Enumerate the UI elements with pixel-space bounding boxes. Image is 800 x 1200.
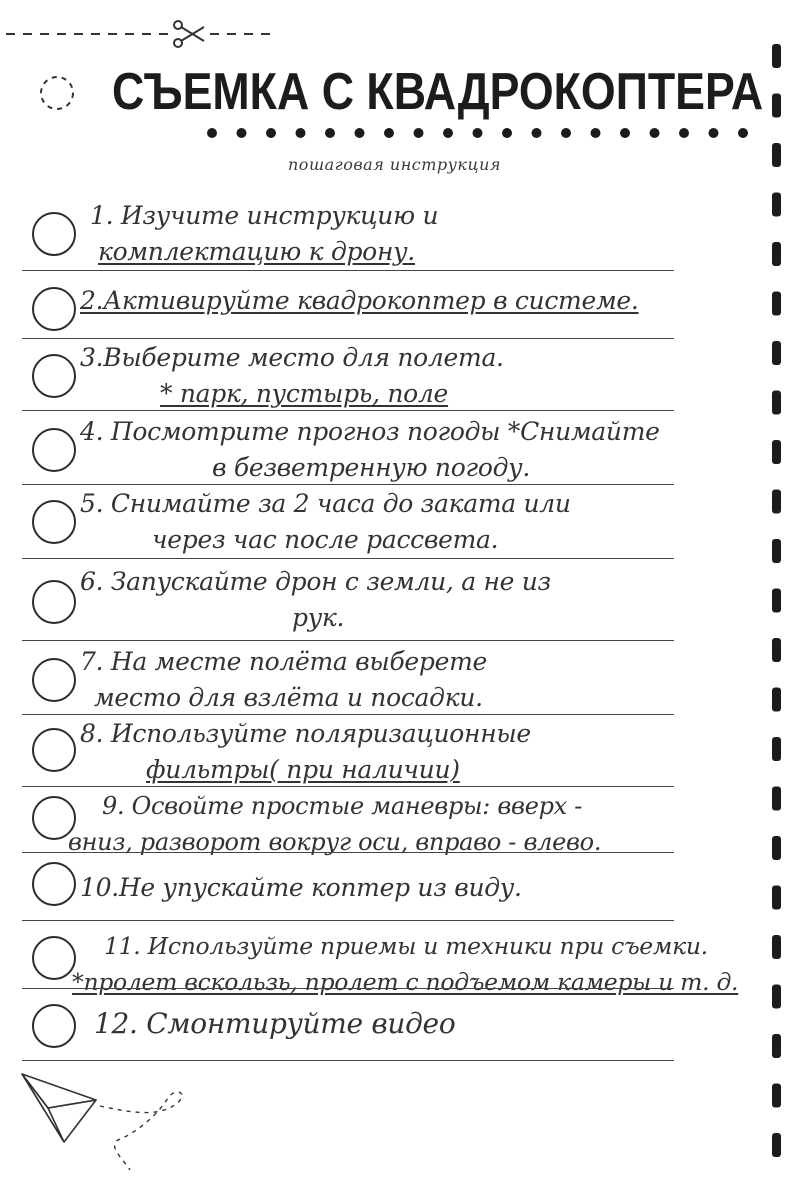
title-dot [561, 128, 571, 138]
checkbox-3[interactable] [32, 354, 76, 398]
checklist-item-line: 11. Используйте приемы и техники при съемки. [104, 932, 708, 960]
title-dot [738, 128, 748, 138]
checklist-item-line: 9. Освойте простые маневры: вверх - [102, 792, 583, 820]
checklist-item-line: *пролет вскользь, пролет с подъемом камеры и т. д. [72, 968, 739, 996]
binder-mark [772, 292, 781, 316]
binder-mark [772, 638, 781, 662]
binder-mark [772, 1034, 781, 1058]
title-dot [443, 128, 453, 138]
title-dot [355, 128, 365, 138]
cut-line [0, 14, 280, 54]
checklist-item-1 [80, 198, 760, 270]
binder-mark [772, 836, 781, 860]
title-dot [266, 128, 276, 138]
row-divider [22, 338, 674, 339]
binder-mark [772, 886, 781, 910]
binder-mark [772, 935, 781, 959]
row-divider [22, 1060, 674, 1061]
checklist-item-line: фильтры( при наличии) [146, 755, 460, 784]
checklist-item-line: 12. Смонтируйте видео [94, 1007, 456, 1040]
checklist-item-line: 4. Посмотрите прогноз погоды *Снимайте [80, 417, 660, 446]
binder-mark [772, 94, 781, 118]
checklist-item-line: 6. Запускайте дрон с земли, а не из [80, 567, 551, 596]
scissors-icon [174, 21, 204, 47]
row-divider [22, 786, 674, 787]
paper-plane-icon [18, 1062, 193, 1182]
title-dot [237, 128, 247, 138]
binder-mark [772, 341, 781, 365]
title-dot [532, 128, 542, 138]
checklist-item-line: * парк, пустырь, поле [160, 379, 449, 408]
checklist-item-3 [80, 340, 760, 412]
checklist-item-line: комплектацию к дрону. [98, 237, 415, 266]
checklist-item-4 [80, 414, 760, 486]
binder-mark [772, 490, 781, 514]
checklist-item-line: в безветренную погоду. [212, 453, 530, 482]
checklist-item-7 [80, 644, 760, 716]
row-divider [22, 920, 674, 921]
checklist-item-11 [72, 928, 760, 1000]
checklist-item-line: 8. Используйте поляризационные [80, 719, 531, 748]
binder-mark [772, 391, 781, 415]
checklist-item-line: вниз, разворот вокруг оси, вправо - влево. [68, 828, 602, 856]
checkbox-1[interactable] [32, 212, 76, 256]
title-dot [620, 128, 630, 138]
row-divider [22, 714, 674, 715]
binder-mark [772, 737, 781, 761]
row-divider [22, 270, 674, 271]
checklist-item-line: место для взлёта и посадки. [94, 683, 483, 712]
row-divider [22, 558, 674, 559]
page-subtitle: пошаговая инструкция [288, 155, 501, 174]
checkbox-8[interactable] [32, 728, 76, 772]
checklist-item-6 [80, 564, 760, 636]
page-title: СЪЕМКА С КВАДРОКОПТЕРА [112, 63, 764, 121]
checkbox-11[interactable] [32, 936, 76, 980]
title-dots [205, 126, 750, 140]
checklist-item-line: 2.Активируйте квадрокоптер в системе. [80, 286, 639, 315]
checkbox-4[interactable] [32, 428, 76, 472]
title-dot [591, 128, 601, 138]
checklist-item-line: 3.Выберите место для полета. [80, 343, 504, 372]
row-divider [22, 410, 674, 411]
binder-mark [772, 688, 781, 712]
binder-mark [772, 193, 781, 217]
checklist-item-2 [80, 283, 760, 319]
title-dot [384, 128, 394, 138]
title-dot [325, 128, 335, 138]
checklist-item-line: 5. Снимайте за 2 часа до заката или [80, 489, 571, 518]
checklist-item-10 [80, 870, 760, 906]
checklist-item-5 [80, 486, 760, 558]
binder-marks [770, 40, 784, 1170]
binder-mark [772, 143, 781, 167]
title-dot [414, 128, 424, 138]
dashed-circle-icon [38, 74, 76, 112]
checkbox-6[interactable] [32, 580, 76, 624]
title-dot [709, 128, 719, 138]
checklist-item-line: рук. [292, 603, 345, 632]
row-divider [22, 640, 674, 641]
binder-mark [772, 440, 781, 464]
title-dot [502, 128, 512, 138]
row-divider [22, 484, 674, 485]
checkbox-5[interactable] [32, 500, 76, 544]
title-dot [650, 128, 660, 138]
checklist-item-line: 10.Не упускайте коптер из виду. [80, 873, 522, 902]
checklist-item-line: 7. На месте полёта выберете [80, 647, 488, 676]
title-dot [679, 128, 689, 138]
binder-mark [772, 1133, 781, 1157]
binder-mark [772, 1084, 781, 1108]
title-dot [296, 128, 306, 138]
checklist-item-8 [80, 716, 760, 788]
row-divider [22, 852, 674, 853]
binder-mark [772, 589, 781, 613]
checkbox-2[interactable] [32, 287, 76, 331]
checklist-item-line: 1. Изучите инструкцию и [90, 201, 439, 230]
checklist-item-12 [80, 1006, 760, 1042]
checkbox-10[interactable] [32, 862, 76, 906]
row-divider [22, 988, 674, 989]
binder-mark [772, 242, 781, 266]
checkbox-7[interactable] [32, 658, 76, 702]
checklist-item-9 [68, 788, 760, 860]
binder-mark [772, 787, 781, 811]
binder-mark [772, 539, 781, 563]
title-dot [473, 128, 483, 138]
checkbox-12[interactable] [32, 1004, 76, 1048]
binder-mark [772, 44, 781, 68]
binder-mark [772, 985, 781, 1009]
checklist-item-line: через час после рассвета. [152, 525, 499, 554]
title-dot [207, 128, 217, 138]
